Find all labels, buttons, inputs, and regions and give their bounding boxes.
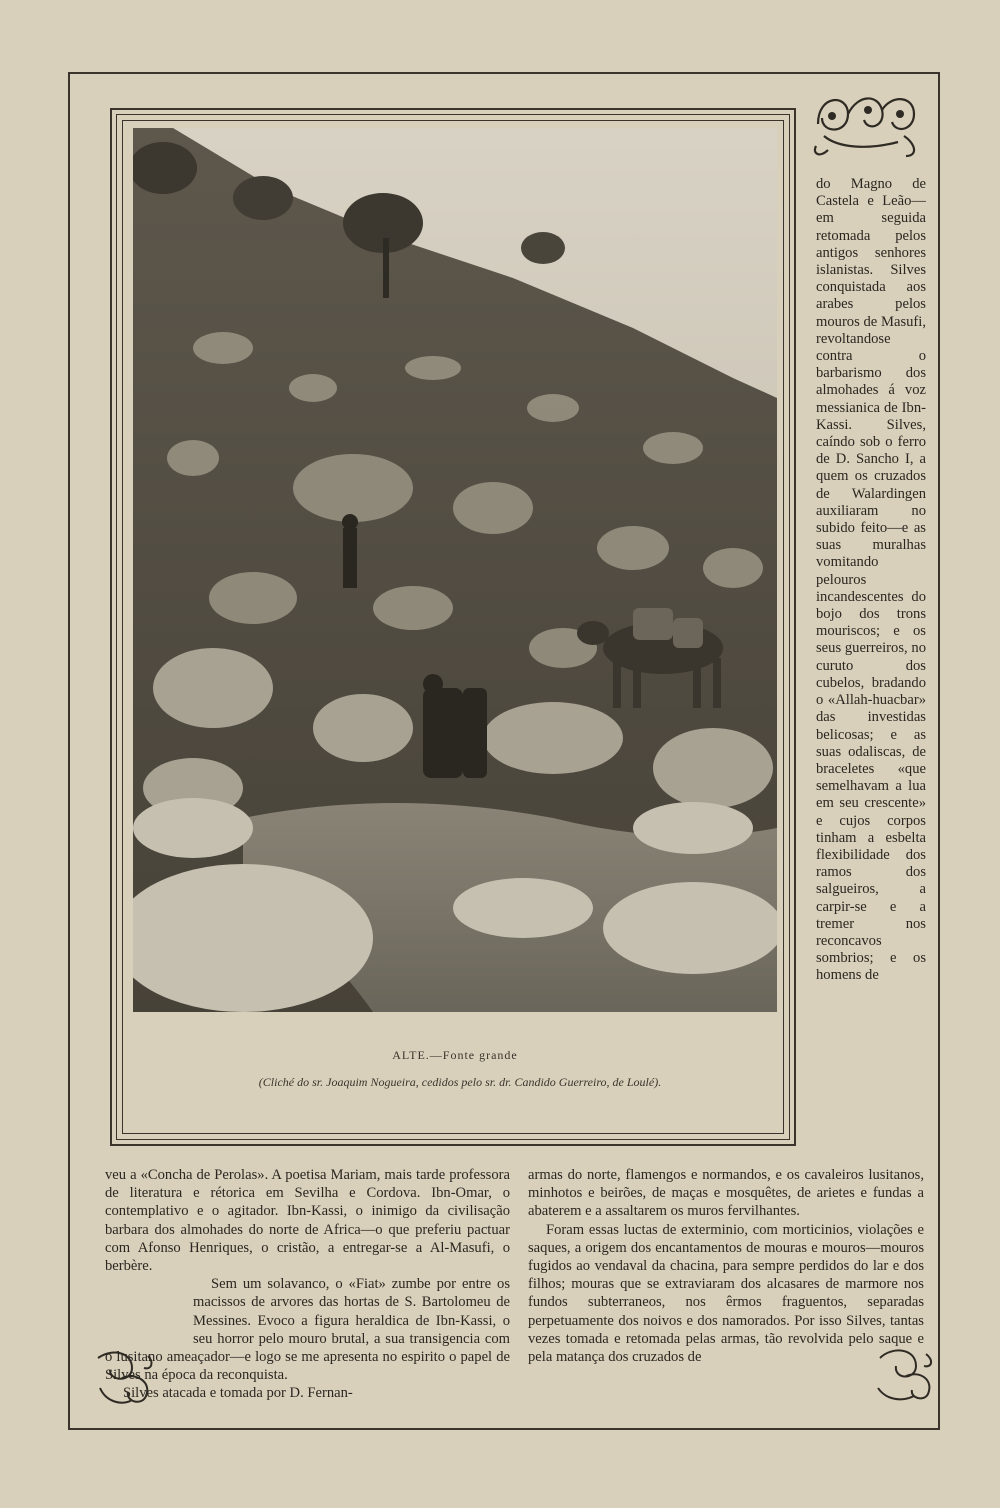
photograph-alte-fonte-grande [133,128,777,1012]
left-text-column [105,1166,510,1403]
left-paragraph-1: veu a «Concha de Perolas». A poetisa Mariam, mais tarde professora de literatura e rétorica em Sevilha e Cordova. Ibn-Omar, o contemplativo e o agitador. Ibn-Kassi, o inimigo da civilisação barbara dos almohades do norte de Africa—o que preferiu pactuar com Afonso Henriques, o cristão, a entregar-se a Al-Masufi, o berbère. [105,1167,510,1275]
photo-caption-credit: (Cliché do sr. Joaquim Nogueira, cedidos pelo sr. dr. Candido Guerreiro, de Loulé). [258,1075,662,1089]
right-paragraph-1: armas do norte, flamengos e normandos, e os cavaleiros lusitanos, minhotos e beirões, de maças e mosquêtes, de arietes e fundas a abaterem e a assaltarem os muros fervilhantes. [528,1167,924,1220]
ornament-flourish-top-icon [808,84,926,164]
side-text-column [816,176,926,985]
right-paragraph-2: Foram essas luctas de exterminio, com morticinios, violações e saques, a origem dos encantamentos de mouras e mouros—mouros fugidos ao vendaval da chacina, para sempre perdidos do lar e dos filhos; mouras que se extraviaram dos alcasares de marmore nos fundos subterraneos, nos êrmos fraguentos, separadas perpetuamente dos noivos e dos namorados. Por isso Silves, tantas vezes tomada e retomada pelas armas, tão revolvida pelo saque e pela matança dos cruzados de [528,1221,924,1366]
left-paragraph-2: Sem um solavanco, o «Fiat» zumbe por entre os macissos de arvores das hortas de S. Bartolomeu de Messines. Evoco a figura heraldica de Ibn-Kassi, o seu horror pelo mouro brutal, a sua transigencia com o lusitano ameaçador—e logo se me apresenta no espirito o papel de Silves na época da reconquista. [105,1276,510,1384]
photo-caption-title: ALTE.—Fonte grande [392,1048,518,1062]
side-paragraph: do Magno de Castela e Leão—em seguida retomada pelos antigos senhores islanistas. Silves conquistada aos arabes pelos mouros de Masufi, revoltandose contra o barbarismo dos almohades á voz messianica de Ibn-Kassi. Silves, caíndo sob o ferro de D. Sancho I, a quem os cruzados de Walardingen auxiliaram no subido feito—e as suas muralhas vomitando pelouros incandescentes do bojo dos trons mouriscos; e os seus guerreiros, no curuto dos cubelos, bradando o «Allah-huacbar» das investidas belicosas; e as suas odaliscas, de braceletes «que semelhavam a lua em seu crescente» e cujos corpos tinham a esbelta flexibilidade dos ramos dos salgueiros, a carpir-se e a tremer nos reconcavos sombrios; e os homens de [816,176,926,984]
left-paragraph-3: Silves atacada e tomada por D. Fernan- [123,1385,353,1402]
ornament-wrap-space [105,1275,193,1337]
right-text-column [528,1166,924,1366]
